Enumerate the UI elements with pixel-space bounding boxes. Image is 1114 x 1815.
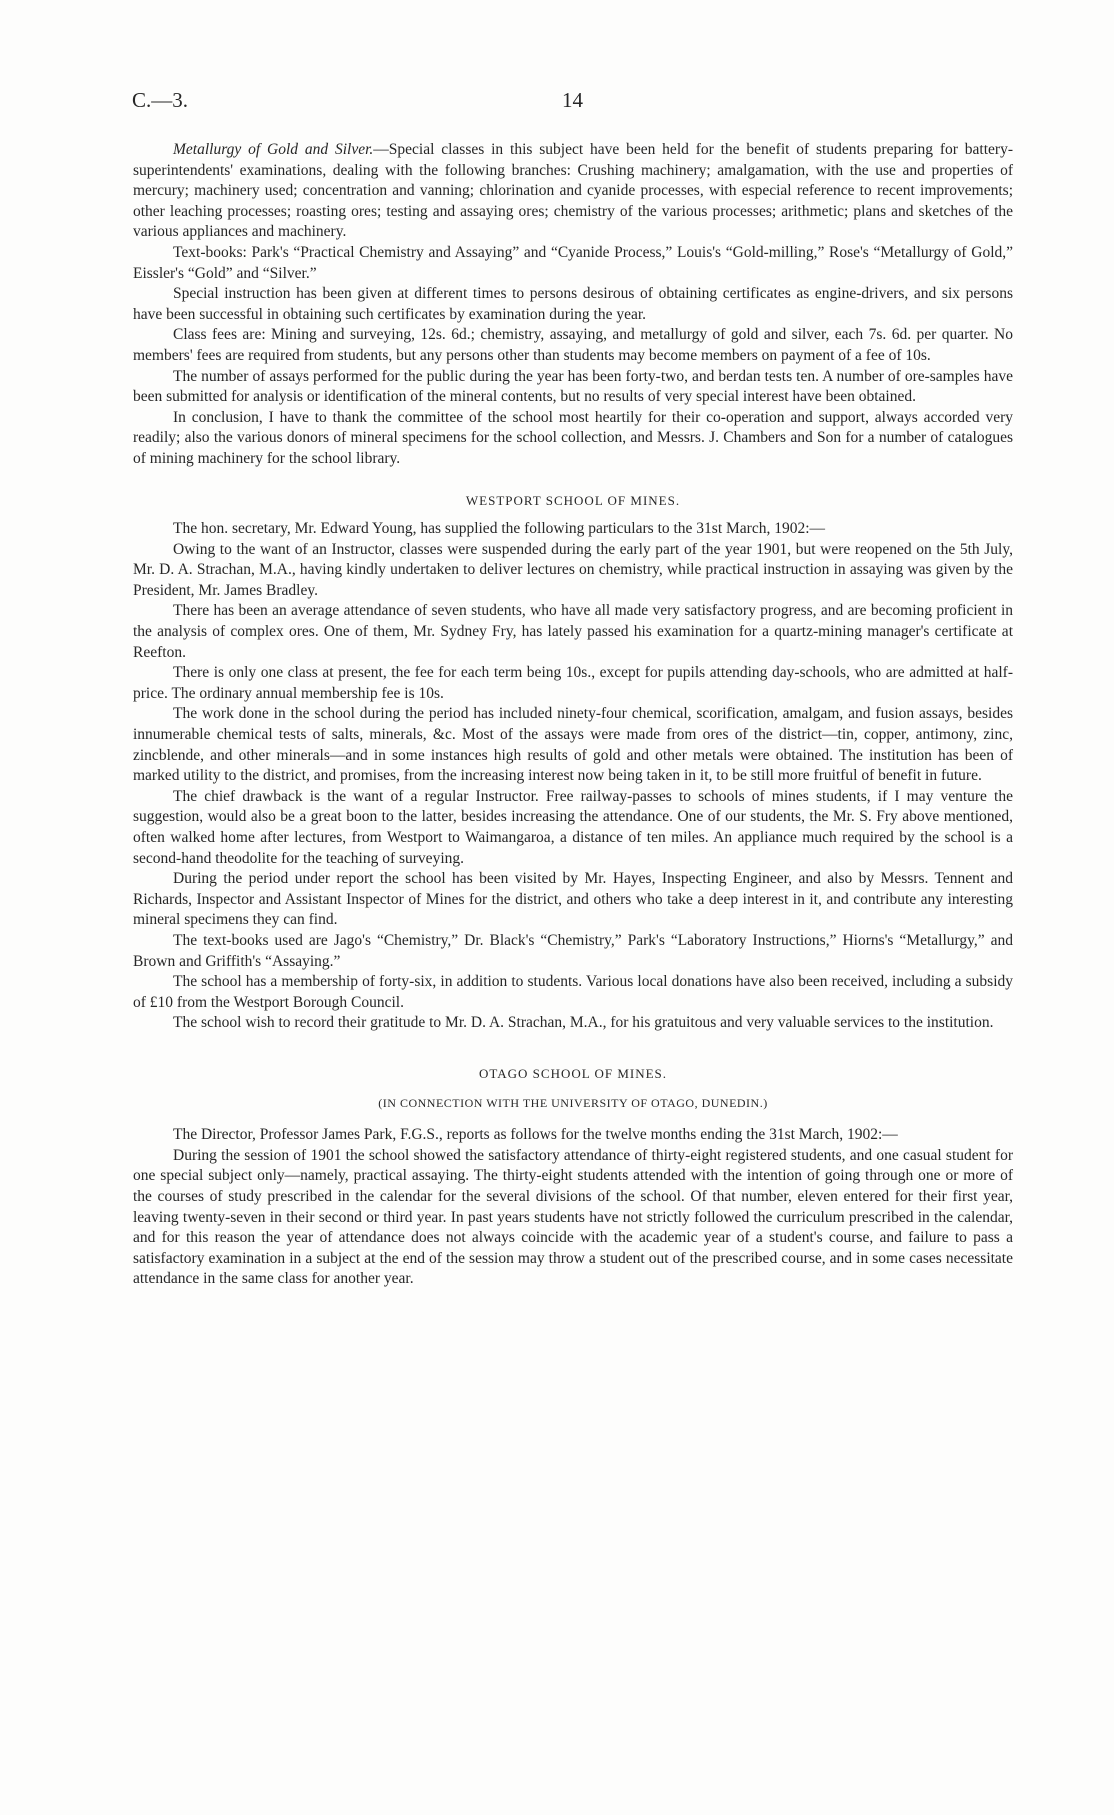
paragraph: There is only one class at present, the fee for each term being 10s., except for pupils attending day-schools, who are admitted at half-price. The ordinary annual membership fee is 10s. xyxy=(133,664,1013,702)
paragraph: The work done in the school during the period has included ninety-four chemical, scorification, amalgam, and fusion assays, besides innumerable chemical tests of salts, minerals, &c. Most of the assays were made from ores of the district—tin, copper, antimony, zinc, zincblende, and other minerals—and in some instances high results of gold and other metals were obtained. The institution has been of marked utility to the district, and promises, from the increasing interest now being taken in it, to be still more fruitful of benefit in future. xyxy=(133,705,1013,785)
paragraph: The hon. secretary, Mr. Edward Young, has supplied the following particulars to the 31st March, 1902:— xyxy=(173,520,826,538)
page-body xyxy=(133,140,1013,1290)
section-subheading: (IN CONNECTION WITH THE UNIVERSITY OF OTAGO, DUNEDIN.) xyxy=(378,1095,768,1110)
paragraph: There has been an average attendance of seven students, who have all made very satisfactory progress, and are becoming proficient in the analysis of complex ores. One of them, Mr. Sydney Fry, has lately passed his examination for a quartz-mining manager's certificate at Reefton. xyxy=(133,602,1013,661)
otago-section xyxy=(133,1064,1013,1290)
page-header xyxy=(132,88,1012,118)
paragraph: The text-books used are Jago's “Chemistry,” Dr. Black's “Chemistry,” Park's “Laboratory Instructions,” Hiorns's “Metallurgy,” and Brown and Griffith's “Assaying.” xyxy=(133,931,1013,970)
paragraph: The chief drawback is the want of a regular Instructor. Free railway-passes to schools of mines students, if I may venture the suggestion, would also be a great boon to the latter, besides increasing the attendance. One of our students, the Mr. S. Fry above mentioned, often walked home after lectures, from Westport to Waimangaroa, a distance of ten miles. An appliance much required by the school is a second-hand theodolite for the teaching of surveying. xyxy=(133,787,1013,867)
document-reference: C.—3. xyxy=(132,88,189,112)
paragraph: Metallurgy of Gold and Silver.—Special classes in this subject have been held for the benefit of students preparing for battery-superintendents' examinations, dealing with the following branches: Crushing machinery; amalgamation, with the use and properties of mercury; machinery used; concentration and vanning; chlorination and cyanide processes, with especial reference to recent improvements; other leaching processes; roasting ores; testing and assaying ores; chemistry of the various processes; arithmetic; plans and sketches of the various appliances and machinery. xyxy=(133,141,1013,241)
paragraph: Special instruction has been given at different times to persons desirous of obtaining certificates as engine-drivers, and six persons have been successful in obtaining such certificates by examination during the year. xyxy=(133,285,1013,323)
paragraph: During the session of 1901 the school showed the satisfactory attendance of thirty-eight registered students, and one casual student for one special subject only—namely, practical assaying. The thirty-eight students attended with the intention of going through one or more of the courses of study prescribed in the calendar for the several divisions of the school. Of that number, eleven entered for their first year, leaving twenty-seven in their second or third year. In past years students have not strictly followed the curriculum prescribed in the calendar, and for this reason the year of attendance does not always coincide with the academic year of a student's course, and failure to pass a satisfactory examination in a subject at the end of the session may throw a student out of the prescribed course, and in some cases necessitate attendance in the same class for another year. xyxy=(133,1146,1013,1288)
section-heading: OTAGO SCHOOL OF MINES. xyxy=(478,1065,668,1081)
section-heading: WESTPORT SCHOOL OF MINES. xyxy=(465,492,681,508)
paragraph: Owing to the want of an Instructor, classes were suspended during the early part of the year 1901, but were reopened on the 5th July, Mr. D. A. Strachan, M.A., having kindly undertaken to deliver lectures on chemistry, while practical instruction in assaying was given by the President, Mr. James Bradley. xyxy=(133,540,1013,599)
paragraph: The Director, Professor James Park, F.G.S., reports as follows for the twelve months ending the 31st March, 1902:— xyxy=(173,1126,898,1144)
paragraph: The school wish to record their gratitude to Mr. D. A. Strachan, M.A., for his gratuitous and very valuable services to the institution. xyxy=(173,1014,994,1032)
metallurgy-section xyxy=(133,140,1013,470)
paragraph: Text-books: Park's “Practical Chemistry and Assaying” and “Cyanide Process,” Louis's “Gold-milling,” Rose's “Metallurgy of Gold,” Eissler's “Gold” and “Silver.” xyxy=(133,243,1013,282)
page-number: 14 xyxy=(562,88,583,112)
westport-section xyxy=(133,491,1013,1034)
paragraph: In conclusion, I have to thank the committee of the school most heartily for their co-operation and support, always accorded very readily; also the various donors of mineral specimens for the school collection, and Messrs. J. Chambers and Son for a number of catalogues of mining machinery for the school library. xyxy=(133,408,1013,467)
paragraph: Class fees are: Mining and surveying, 12s. 6d.; chemistry, assaying, and metallurgy of gold and silver, each 7s. 6d. per quarter. No members' fees are required from students, but any persons other than students may become members on payment of a fee of 10s. xyxy=(133,326,1013,364)
paragraph: The school has a membership of forty-six, in addition to students. Various local donations have also been received, including a subsidy of £10 from the Westport Borough Council. xyxy=(133,973,1013,1011)
paragraph: The number of assays performed for the public during the year has been forty-two, and berdan tests ten. A number of ore-samples have been submitted for analysis or identification of the mineral contents, but no results of very special interest have been obtained. xyxy=(133,367,1013,406)
subject-title: Metallurgy of Gold and Silver. xyxy=(173,141,374,158)
paragraph: During the period under report the school has been visited by Mr. Hayes, Inspecting Engineer, and also by Messrs. Tennent and Richards, Inspector and Assistant Inspector of Mines for the district, and others who take a deep interest in it, and contribute any interesting mineral specimens they can find. xyxy=(133,870,1013,929)
